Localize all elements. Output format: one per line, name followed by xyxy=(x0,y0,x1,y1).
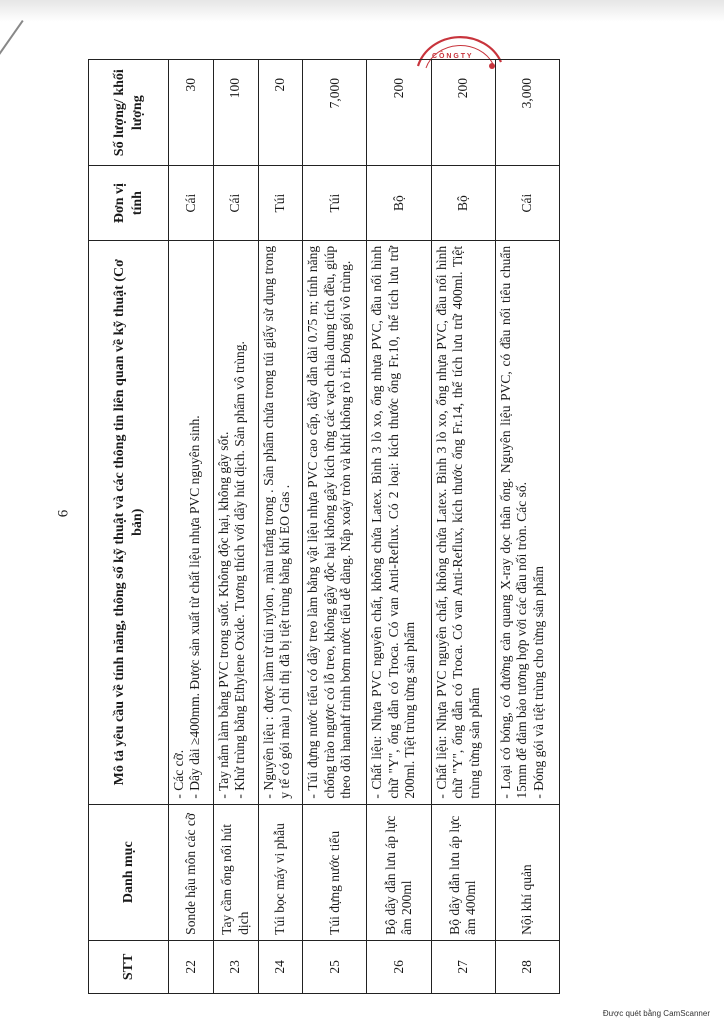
cell-qty: 200 xyxy=(367,60,431,166)
spec-table xyxy=(88,59,560,994)
cell-desc xyxy=(213,240,258,804)
cell-qty: 200 xyxy=(431,60,495,166)
header-name: Danh mục xyxy=(89,804,169,940)
desc-line: - Khử trùng bằng Ethylene Oxide. Tương thích với dây hút dịch. Sản phẩm vô trùng. xyxy=(232,341,248,799)
cell-unit: Cái xyxy=(169,166,214,240)
cell-name: Sonde hậu môn các cỡ xyxy=(169,804,214,940)
table-row xyxy=(169,60,214,994)
cell-desc xyxy=(169,240,214,804)
desc-line: - Loại có bóng, có đường cản quang X-ray dọc thân ống. Nguyên liệu PVC, có đầu nối tiêu chuẩn 15mm để đảm bảo tương hợp với các đầu nối tròn. Các số. xyxy=(497,245,530,799)
cell-name: Túi đựng nước tiểu xyxy=(303,804,367,940)
cell-qty: 20 xyxy=(258,60,303,166)
cell-stt: 25 xyxy=(303,940,367,993)
header-stt: STT xyxy=(89,940,169,993)
page-number: 6 xyxy=(55,509,72,518)
cell-qty: 30 xyxy=(169,60,214,166)
header-unit: Đơn vị tính xyxy=(89,166,169,240)
scan-top-edge xyxy=(0,0,724,22)
header-desc: Mô tả yêu cầu về tính năng, thông số kỹ thuật và các thông tin liên quan về kỹ thuật (Cơ bản) xyxy=(89,240,169,804)
table-row xyxy=(367,60,431,994)
cell-name: Túi bọc máy vi phẫu xyxy=(258,804,303,940)
cell-stt: 26 xyxy=(367,940,431,993)
desc-line: - Chất liệu: Nhựa PVC nguyên chất, không chứa Latex. Bình 3 lò xo, ống nhựa PVC, đầu nối hình chữ "Y", ống dẫn có Troca. Có van Anti-Reflux, kích thước ống Fr.14, thể tích lưu trữ 400ml. Tiệt trùng từng sản phẩm xyxy=(433,245,482,799)
desc-line: - Chất liệu: Nhựa PVC nguyên chất, không chứa Latex. Bình 3 lò xo, ống nhựa PVC, đầu nối hình chữ "Y", ống dẫn có Troca. Có van Anti-Reflux. Có 2 loại: kích thước ống Fr.10, thể tích lưu trữ 200ml. Tiệt trùng từng sản phẩm xyxy=(369,245,418,799)
table-row xyxy=(495,60,559,994)
cell-unit: Cái xyxy=(495,166,559,240)
spec-table-rotated xyxy=(88,59,560,994)
cell-name: Nội khí quản xyxy=(495,804,559,940)
table-row xyxy=(258,60,303,994)
cell-stt: 23 xyxy=(213,940,258,993)
desc-line: - Túi đựng nước tiểu có dây treo làm bằng vật liệu nhựa PVC cao cấp, dây dẫn dài 0.75 m; tính năng chống trào ngược có lỗ treo, không gây độc hại không gây kích ứng các vạch chia dung tích đều, giúp theo dõi hanahf trình bơm nước tiểu dễ dàng. Nắp xoáy tròn và khít không rò rỉ. Đóng gói vô trùng. xyxy=(305,245,354,799)
header-qty: Số lượng/ khối lượng xyxy=(89,60,169,166)
cell-desc xyxy=(431,240,495,804)
stamp-text: C Ô N G T Y xyxy=(432,53,472,60)
cell-unit: Cái xyxy=(213,166,258,240)
cell-name: Tay cầm ống nối hút dịch xyxy=(213,804,258,940)
cell-name: Bộ dây dẫn lưu áp lực âm 400ml xyxy=(431,804,495,940)
cell-unit: Túi xyxy=(258,166,303,240)
cell-stt: 22 xyxy=(169,940,214,993)
desc-line: - Tay nắm làm bằng PVC trong suốt. Không độc hại, không gây sốt. xyxy=(215,431,231,799)
cell-unit: Bộ xyxy=(431,166,495,240)
cell-unit: Bộ xyxy=(367,166,431,240)
table-row xyxy=(213,60,258,994)
table-row xyxy=(303,60,367,994)
cell-qty: 7,000 xyxy=(303,60,367,166)
cell-desc xyxy=(258,240,303,804)
cell-name: Bộ dây dẫn lưu áp lực âm 200ml xyxy=(367,804,431,940)
footer-note: Được quét bằng CamScanner xyxy=(602,1009,710,1018)
scan-artifact-line xyxy=(0,20,24,95)
desc-line: - Các cỡ. xyxy=(171,749,186,799)
cell-unit: Túi xyxy=(303,166,367,240)
cell-desc xyxy=(367,240,431,804)
desc-line: - Nguyên liệu : được làm từ túi nylon , màu trắng trong . Sản phẩm chứa trong túi giấy sử dụng trong y tế có gói màu ) chỉ thị đã bị tiệt trùng bằng khí EO Gas . xyxy=(260,245,292,799)
cell-stt: 28 xyxy=(495,940,559,993)
desc-line: - Dây dài ≥400mm. Được sản xuất từ chất liệu nhựa PVC nguyên sinh. xyxy=(187,415,203,799)
cell-desc xyxy=(303,240,367,804)
cell-desc xyxy=(495,240,559,804)
cell-stt: 27 xyxy=(431,940,495,993)
table-header-row xyxy=(89,60,169,994)
table-row xyxy=(431,60,495,994)
table-body xyxy=(169,60,560,994)
cell-qty: 3,000 xyxy=(495,60,559,166)
cell-stt: 24 xyxy=(258,940,303,993)
cell-qty: 100 xyxy=(213,60,258,166)
desc-line: - Đóng gói và tiệt trùng cho từng sản phẩm xyxy=(530,566,546,799)
